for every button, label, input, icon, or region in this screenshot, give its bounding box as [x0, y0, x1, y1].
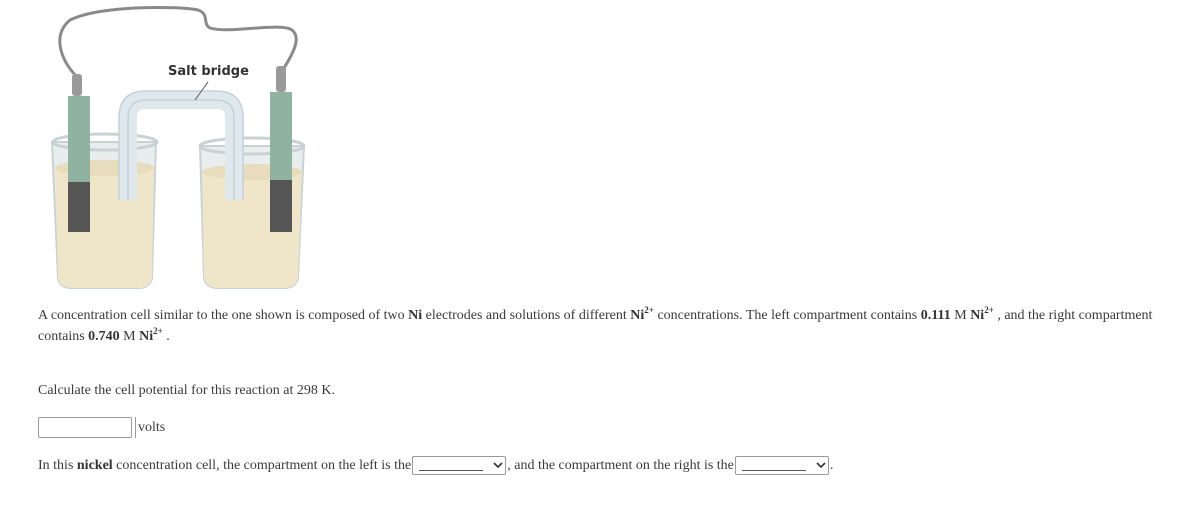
cell-potential-input[interactable] [38, 417, 132, 438]
right-clip [276, 66, 286, 92]
instruction-text: Calculate the cell potential for this reaction at 298 K. [38, 383, 336, 398]
p3-text-c: , and the compartment on the right is the [507, 458, 734, 473]
volts-unit-label: volts [135, 417, 170, 438]
left-clip [72, 74, 82, 96]
question-paragraph: A concentration cell similar to the one shown is composed of two Ni electrodes and solutions of different $Ni^{2+}$ concentrations. The left compartment contains 0.111 M $Ni^{2+}$ , and the right compartment contains 0.740 M $Ni^{2+}$ . [38, 305, 1153, 344]
right-electrode [270, 92, 292, 232]
p3-text-a: In this [38, 458, 74, 473]
concentration-cell-diagram [30, 0, 330, 295]
chevron-down-icon [814, 462, 828, 469]
p3-end: . [829, 458, 834, 473]
chevron-down-icon [491, 462, 505, 469]
cell-potential-answer [38, 416, 170, 439]
right-compartment-select[interactable] [735, 456, 829, 475]
p3-bold-nickel: nickel [76, 458, 113, 473]
p3-text-b: concentration cell, the compartment on the left is the [116, 458, 412, 473]
left-electrode [68, 96, 90, 232]
salt-bridge-label: Salt bridge [168, 64, 249, 79]
left-compartment-select[interactable] [412, 456, 506, 475]
left-beaker [52, 134, 157, 288]
electrode-role-question [38, 455, 833, 476]
